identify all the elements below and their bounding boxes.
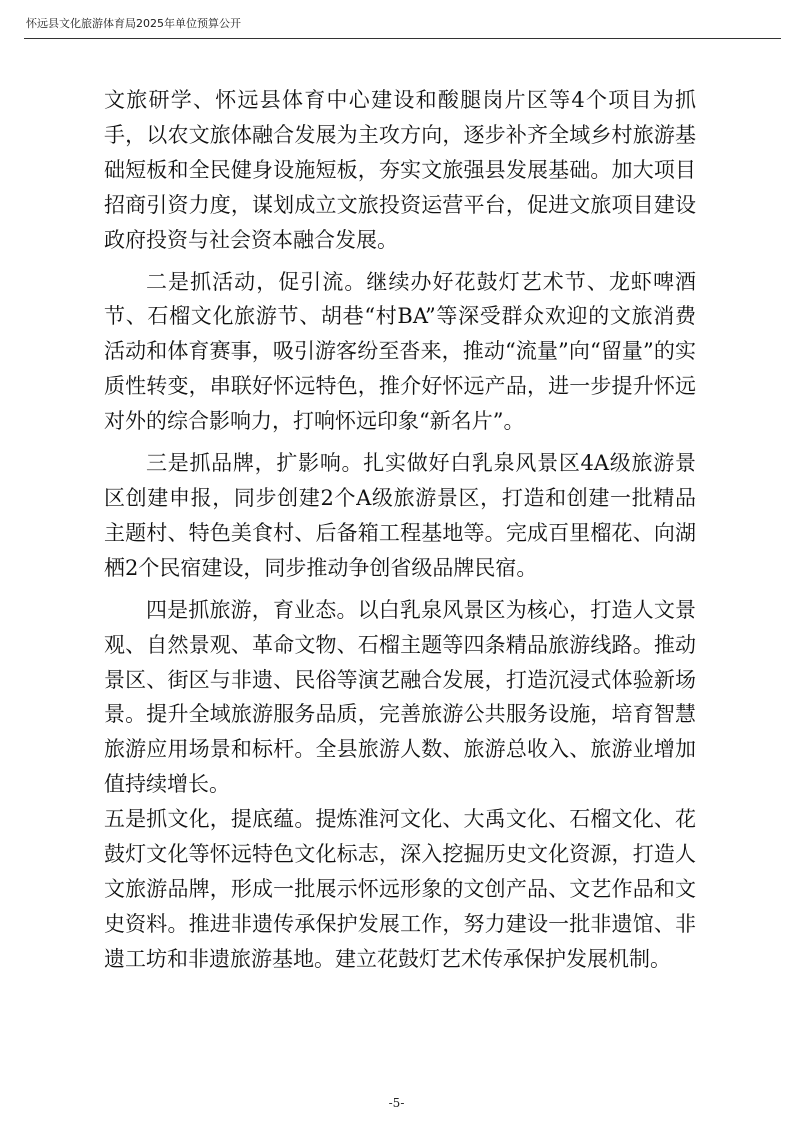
paragraph-tourism: 四是抓旅游，育业态。以白乳泉风景区为核心，打造人文景观、自然景观、革命文物、石榴主题等四条精品旅游线路。推动景区、街区与非遗、民俗等演艺融合发展，打造沉浸式体验新场景。提升全域旅游服务品质，完善旅游公共服务设施，培育智慧旅游应用场景和标杆。全县旅游人数、旅游总收入、旅游业增加值持续增长。 — [104, 597, 696, 797]
document-header-title: 怀远县文化旅游体育局2025年单位预算公开 — [26, 17, 241, 30]
paragraph-activities: 二是抓活动，促引流。继续办好花鼓灯艺术节、龙虾啤酒节、石榴文化旅游节、胡巷“村BA”等深受群众欢迎的文旅消费活动和体育赛事，吸引游客纷至沓来，推动“流量”向“留量”的实质性转变，串联好怀远特色，推介好怀远产品，进一步提升怀远对外的综合影响力，打响怀远印象“新名片”。 — [104, 269, 696, 434]
document-body — [104, 83, 696, 977]
paragraph-continuation: 文旅研学、怀远县体育中心建设和酸腿岗片区等4个项目为抓手，以农文旅体融合发展为主攻方向，逐步补齐全域乡村旅游基础短板和全民健身设施短板，夯实文旅强县发展基础。加大项目招商引资力度，谋划成立文旅投资运营平台，促进文旅项目建设政府投资与社会资本融合发展。 — [104, 88, 696, 252]
paragraph-culture: 五是抓文化，提底蕴。提炼淮河文化、大禹文化、石榴文化、花鼓灯文化等怀远特色文化标志，深入挖掘历史文化资源，打造人文旅游品牌，形成一批展示怀远形象的文创产品、文艺作品和文史资料。推进非遗传承保护发展工作，努力建设一批非遗馆、非遗工坊和非遗旅游基地。建立花鼓灯艺术传承保护发展机制。 — [104, 807, 696, 971]
paragraph-brand: 三是抓品牌，扩影响。扎实做好白乳泉风景区4A级旅游景区创建申报，同步创建2个A级旅游景区，打造和创建一批精品主题村、特色美食村、后备箱工程基地等。完成百里榴花、向湖栖2个民宿建设，同步推动争创省级品牌民宿。 — [104, 451, 696, 580]
page-number: -5- — [388, 1096, 405, 1110]
header-divider — [24, 38, 781, 39]
